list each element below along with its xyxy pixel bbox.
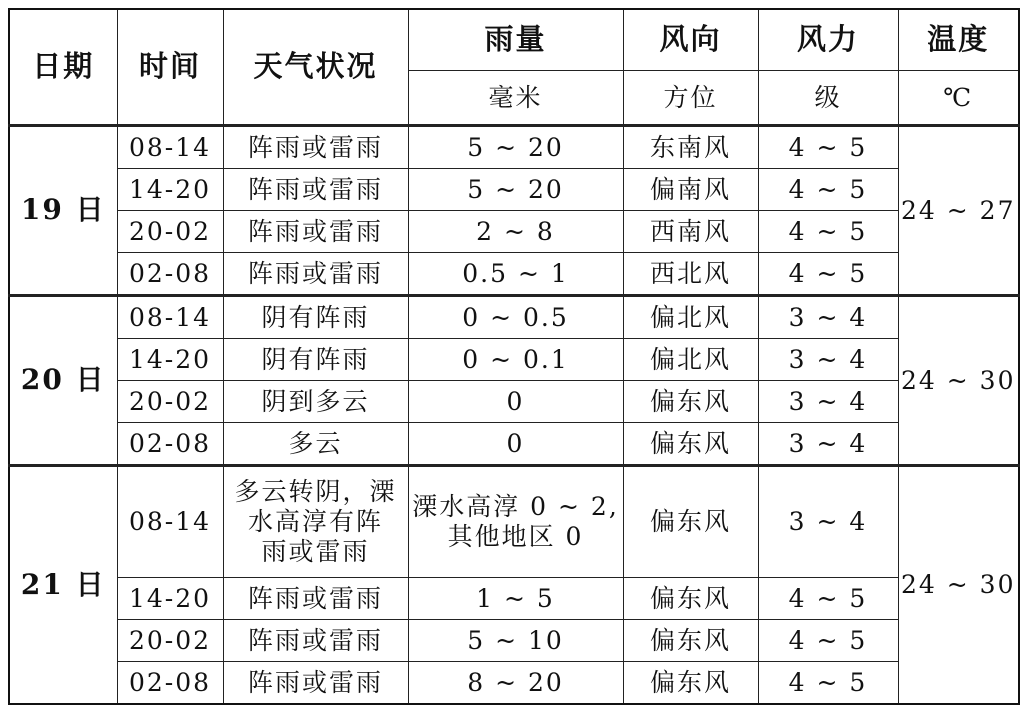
rain-cell: 5 ~ 10 <box>408 620 623 662</box>
table-row <box>9 211 1019 253</box>
table-row <box>9 169 1019 211</box>
table-row <box>9 339 1019 381</box>
wind-force-cell: 4 ~ 5 <box>758 662 898 705</box>
time-cell: 08-14 <box>117 126 223 169</box>
temperature-cell: 24 ~ 27 <box>898 126 1019 296</box>
table-row <box>9 126 1019 169</box>
wind-force-cell: 4 ~ 5 <box>758 169 898 211</box>
weather-cell: 阴有阵雨 <box>223 296 408 339</box>
date-cell: 19 日 <box>9 126 117 296</box>
rain-cell: 5 ~ 20 <box>408 126 623 169</box>
table-row <box>9 662 1019 705</box>
time-cell: 20-02 <box>117 620 223 662</box>
day-group <box>9 296 1019 466</box>
wind-force-cell: 3 ~ 4 <box>758 296 898 339</box>
weather-cell: 阵雨或雷雨 <box>223 169 408 211</box>
rain-cell: 1 ~ 5 <box>408 578 623 620</box>
table-row <box>9 423 1019 466</box>
wind-direction-cell: 偏北风 <box>623 339 758 381</box>
wind-direction-cell: 偏东风 <box>623 423 758 466</box>
header-wind-force-unit: 级 <box>758 71 898 126</box>
time-cell: 14-20 <box>117 339 223 381</box>
wind-direction-cell: 偏东风 <box>623 662 758 705</box>
header-date: 日期 <box>9 9 117 126</box>
header-wind-direction: 风向 <box>623 9 758 71</box>
time-cell: 14-20 <box>117 578 223 620</box>
time-cell: 08-14 <box>117 466 223 578</box>
weather-cell: 阵雨或雷雨 <box>223 211 408 253</box>
temperature-cell: 24 ~ 30 <box>898 466 1019 705</box>
rain-cell: 0 <box>408 381 623 423</box>
header-rain-unit: 毫米 <box>408 71 623 126</box>
wind-direction-cell: 偏东风 <box>623 620 758 662</box>
header-temperature: 温度 <box>898 9 1019 71</box>
header-wind-direction-unit: 方位 <box>623 71 758 126</box>
rain-cell: 5 ~ 20 <box>408 169 623 211</box>
rain-cell: 2 ~ 8 <box>408 211 623 253</box>
header-time: 时间 <box>117 9 223 126</box>
weather-cell: 阵雨或雷雨 <box>223 620 408 662</box>
table-row <box>9 466 1019 578</box>
header-wind-force: 风力 <box>758 9 898 71</box>
table-row <box>9 620 1019 662</box>
rain-cell: 8 ~ 20 <box>408 662 623 705</box>
rain-cell: 0.5 ~ 1 <box>408 253 623 296</box>
wind-force-cell: 4 ~ 5 <box>758 126 898 169</box>
wind-force-cell: 3 ~ 4 <box>758 381 898 423</box>
weather-cell: 阴有阵雨 <box>223 339 408 381</box>
wind-force-cell: 4 ~ 5 <box>758 578 898 620</box>
weather-cell: 阵雨或雷雨 <box>223 578 408 620</box>
weather-cell: 阴到多云 <box>223 381 408 423</box>
day-group <box>9 466 1019 705</box>
rain-cell: 0 <box>408 423 623 466</box>
header-weather: 天气状况 <box>223 9 408 126</box>
wind-direction-cell: 西北风 <box>623 253 758 296</box>
wind-force-cell: 3 ~ 4 <box>758 423 898 466</box>
wind-force-cell: 4 ~ 5 <box>758 211 898 253</box>
wind-direction-cell: 偏东风 <box>623 381 758 423</box>
time-cell: 20-02 <box>117 211 223 253</box>
wind-direction-cell: 偏东风 <box>623 466 758 578</box>
wind-direction-cell: 偏东风 <box>623 578 758 620</box>
weather-forecast-table <box>8 8 1020 705</box>
temperature-cell: 24 ~ 30 <box>898 296 1019 466</box>
table-header <box>9 9 1019 126</box>
header-temperature-unit: ℃ <box>898 71 1019 126</box>
wind-force-cell: 3 ~ 4 <box>758 466 898 578</box>
forecast-table-container <box>8 8 1018 705</box>
wind-direction-cell: 西南风 <box>623 211 758 253</box>
time-cell: 08-14 <box>117 296 223 339</box>
wind-direction-cell: 东南风 <box>623 126 758 169</box>
time-cell: 02-08 <box>117 253 223 296</box>
time-cell: 20-02 <box>117 381 223 423</box>
rain-cell: 溧水高淳 0 ~ 2, 其他地区 0 <box>408 466 623 578</box>
time-cell: 02-08 <box>117 423 223 466</box>
wind-direction-cell: 偏北风 <box>623 296 758 339</box>
wind-direction-cell: 偏南风 <box>623 169 758 211</box>
date-cell: 20 日 <box>9 296 117 466</box>
wind-force-cell: 4 ~ 5 <box>758 620 898 662</box>
wind-force-cell: 3 ~ 4 <box>758 339 898 381</box>
table-row <box>9 296 1019 339</box>
weather-cell: 阵雨或雷雨 <box>223 126 408 169</box>
day-group <box>9 126 1019 296</box>
weather-cell: 阵雨或雷雨 <box>223 253 408 296</box>
rain-cell: 0 ~ 0.5 <box>408 296 623 339</box>
table-row <box>9 253 1019 296</box>
wind-force-cell: 4 ~ 5 <box>758 253 898 296</box>
time-cell: 02-08 <box>117 662 223 705</box>
time-cell: 14-20 <box>117 169 223 211</box>
date-cell: 21 日 <box>9 466 117 705</box>
weather-cell: 多云 <box>223 423 408 466</box>
rain-cell: 0 ~ 0.1 <box>408 339 623 381</box>
header-rain: 雨量 <box>408 9 623 71</box>
weather-cell: 多云转阴，溧 水高淳有阵 雨或雷雨 <box>223 466 408 578</box>
table-row <box>9 578 1019 620</box>
weather-cell: 阵雨或雷雨 <box>223 662 408 705</box>
table-row <box>9 381 1019 423</box>
